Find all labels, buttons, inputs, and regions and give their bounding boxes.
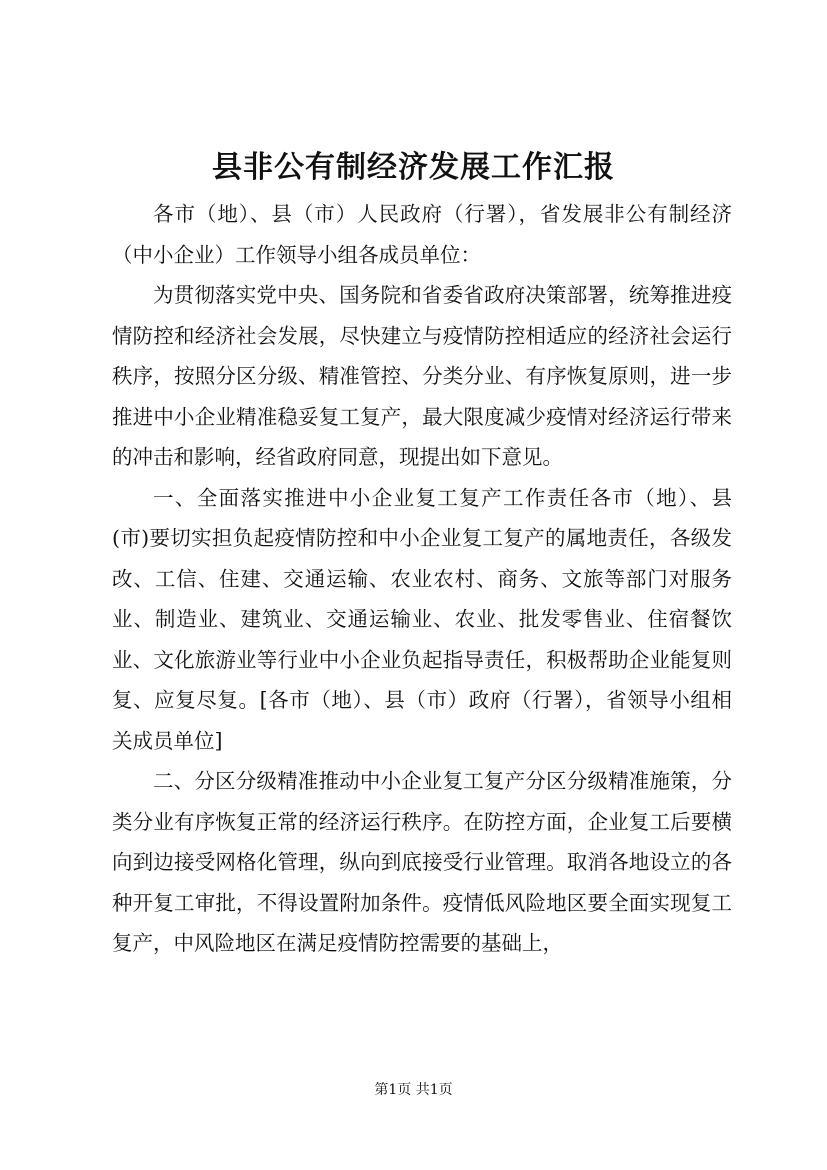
salutation-paragraph: 各市（地）、县（市）人民政府（行署），省发展非公有制经济（中小企业）工作领导小组各成员单位： xyxy=(112,202,732,267)
page-footer xyxy=(0,1080,827,1100)
document-title: 县非公有制经济发展工作汇报 xyxy=(212,150,615,185)
intro-paragraph: 为贯彻落实党中央、国务院和省委省政府决策部署，统筹推进疫情防控和经济社会发展，尽快建立与疫情防控相适应的经济社会运行秩序，按照分区分级、精准管控、分类分业、有序恢复原则，进一步推进中小企业精准稳妥复工复产，最大限度减少疫情对经济运行带来的冲击和影响，经省政府同意，现提出如下意见。 xyxy=(112,283,732,469)
document-body xyxy=(112,194,732,964)
section-one-paragraph: 一、全面落实推进中小企业复工复产工作责任各市（地）、县(市)要切实担负起疫情防控和中小企业复工复产的属地责任，各级发改、工信、住建、交通运输、农业农村、商务、文旅等部门对服务业、制造业、建筑业、交通运输业、农业、批发零售业、住宿餐饮业、文化旅游业等行业中小企业负起指导责任，积极帮助企业能复则复、应复尽复。[各市（地）、县（市）政府（行署），省领导小组相关成员单位] xyxy=(112,485,732,753)
page-number: 第1页 共1页 xyxy=(374,1082,453,1098)
section-two-paragraph: 二、分区分级精准推动中小企业复工复产分区分级精准施策，分类分业有序恢复正常的经济运行秩序。在防控方面，企业复工后要横向到边接受网格化管理，纵向到底接受行业管理。取消各地设立的各种开复工审批，不得设置附加条件。疫情低风险地区要全面实现复工复产，中风险地区在满足疫情防控需要的基础上， xyxy=(112,769,732,955)
